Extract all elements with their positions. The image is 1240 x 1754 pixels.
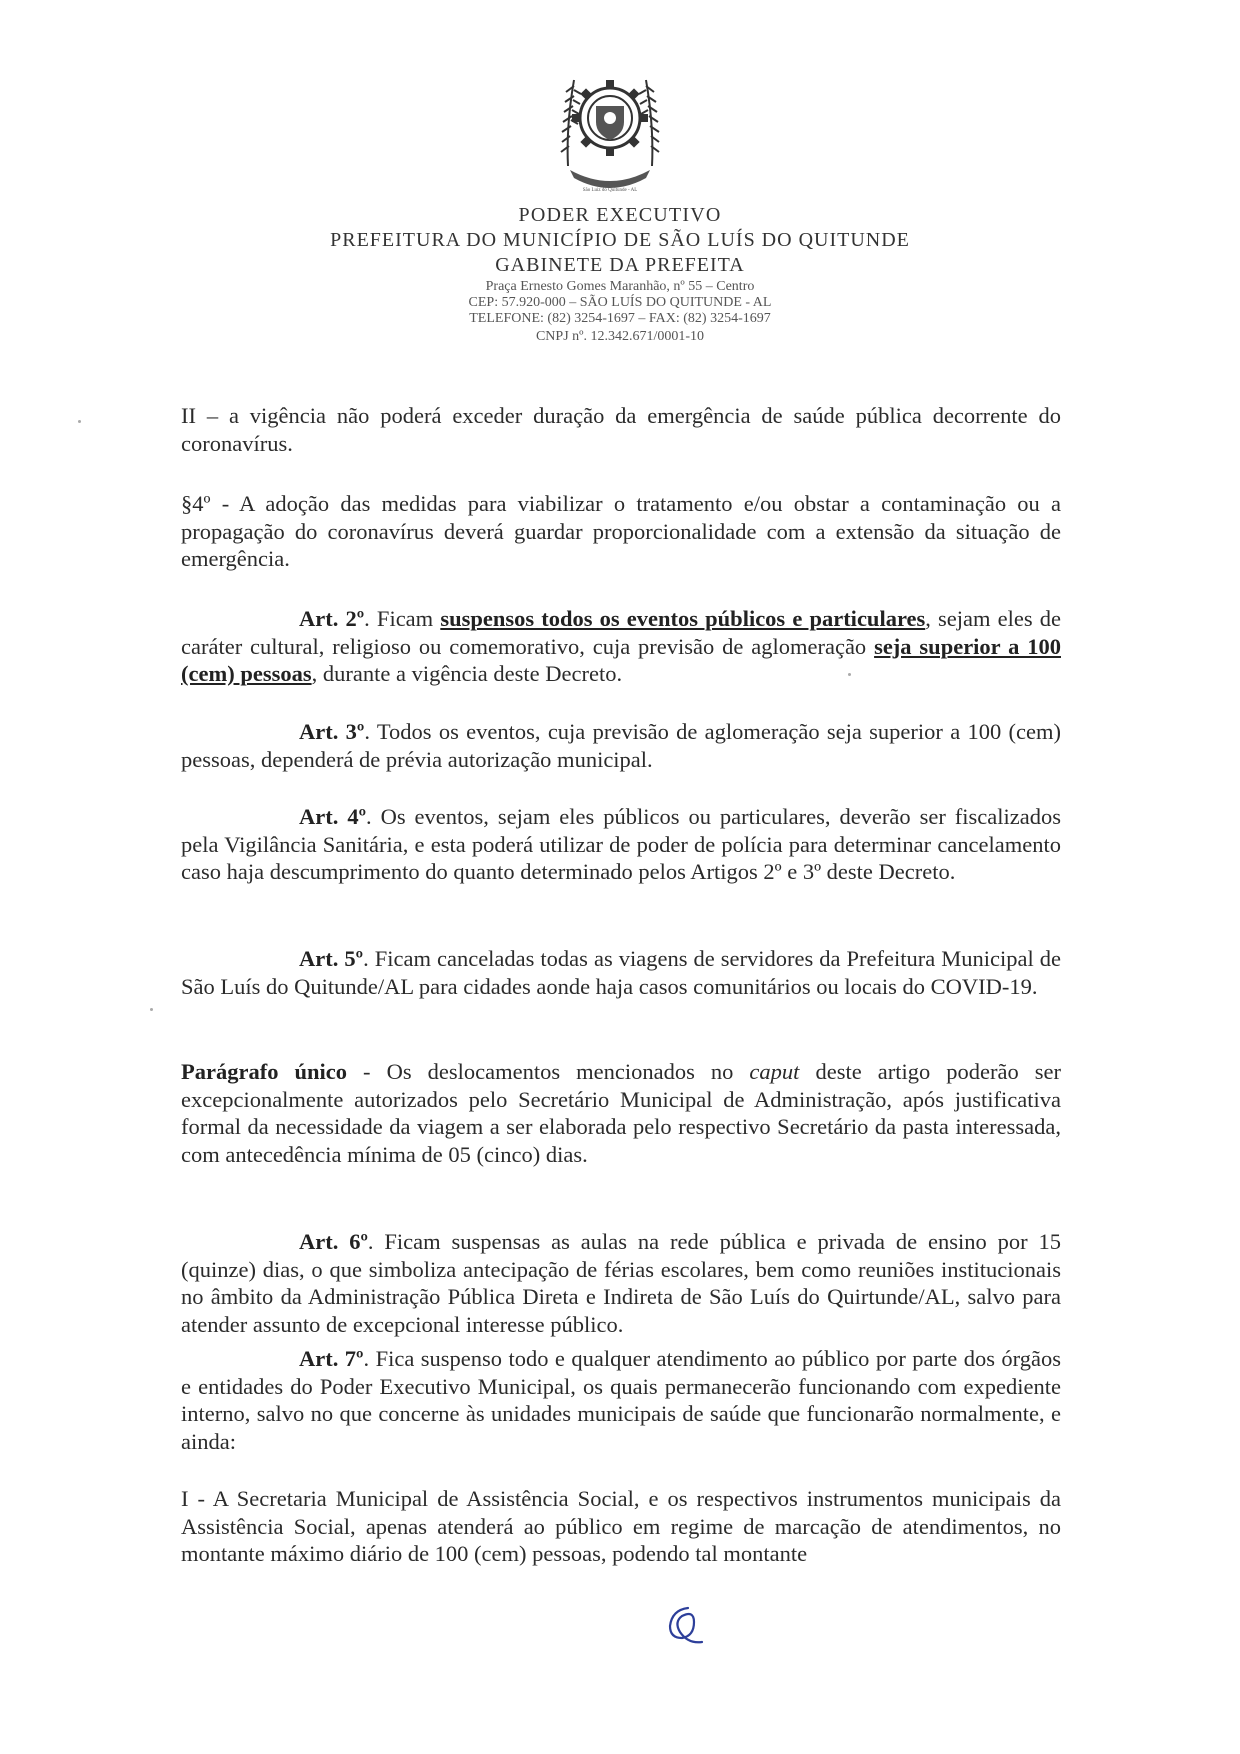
- scan-speck: [78, 420, 81, 423]
- letterhead-cabinet: GABINETE DA PREFEITA: [495, 254, 745, 276]
- letterhead-municipality: PREFEITURA DO MUNICÍPIO DE SÃO LUÍS DO QUITUNDE: [330, 229, 910, 251]
- paragraph-inciso-i: I - A Secretaria Municipal de Assistência Social, e os respectivos instrumentos municipais da Assistência Social, apenas atenderá ao público em regime de marcação de atendimentos, no montante máximo diário de 100 (cem) pessoas, podendo tal montante: [181, 1486, 1061, 1566]
- article-2-underline-1: suspensos todos os eventos públicos e particulares: [440, 606, 926, 631]
- article-6-label: Art. 6º: [299, 1229, 368, 1254]
- article-2-text-1: . Ficam: [364, 606, 441, 631]
- article-4-label: Art. 4º: [299, 804, 366, 829]
- article-5-text: . Ficam canceladas todas as viagens de servidores da Prefeitura Municipal de São Luís do Quitunde/AL para cidades aonde haja casos comunitários ou locais do COVID-19.: [181, 946, 1061, 999]
- article-4-text: . Os eventos, sejam eles públicos ou particulares, deverão ser fiscalizados pela Vigilância Sanitária, e esta poderá utilizar de poder de polícia para determinar cancelamento caso haja descumprimento do quanto determinado pelos Artigos 2º e 3º deste Decreto.: [181, 804, 1062, 884]
- sole-paragraph: [181, 1058, 1061, 1168]
- article-5: [181, 945, 1061, 1000]
- sole-paragraph-text-2: deste artigo poderão ser excepcionalmente autorizados pelo Secretário Municipal de Administração, após justificativa formal da necessidade da viagem a ser elaborada pelo respectivo Secretário da pasta interessada, com antecedência mínima de 05 (cinco) dias.: [181, 1059, 1061, 1167]
- sole-paragraph-label: Parágrafo único: [181, 1059, 348, 1084]
- handwritten-initial-icon: [658, 1598, 710, 1650]
- scan-speck: [848, 673, 851, 676]
- sole-paragraph-italic: caput: [749, 1059, 800, 1084]
- article-5-label: Art. 5º: [299, 946, 364, 971]
- letterhead-address: Praça Ernesto Gomes Maranhão, nº 55 – Centro: [485, 279, 755, 294]
- letterhead-cnpj: CNPJ nº. 12.342.671/0001-10: [535, 329, 705, 344]
- article-3: [181, 718, 1061, 773]
- article-2-label: Art. 2º: [299, 606, 365, 631]
- article-2-text-2: , sejam eles de caráter cultural, religioso ou comemorativo, cuja previsão de aglomeração: [181, 606, 1061, 659]
- letterhead-department: PODER EXECUTIVO: [518, 204, 722, 226]
- article-7-label: Art. 7º: [299, 1346, 364, 1371]
- article-3-text: . Todos os eventos, cuja previsão de aglomeração seja superior a 100 (cem) pessoas, dependerá de prévia autorização municipal.: [181, 719, 1062, 772]
- article-6-text: . Ficam suspensas as aulas na rede pública e privada de ensino por 15 (quinze) dias, o que simboliza antecipação de férias escolares, bem como reuniões institucionais no âmbito da Administração Pública Direta e Indireta de São Luís do Quirtunde/AL, salvo para atender assunto de excepcional interesse público.: [181, 1229, 1061, 1337]
- scan-speck: [150, 1008, 153, 1011]
- letterhead-phone: TELEFONE: (82) 3254-1697 – FAX: (82) 3254-1697: [469, 311, 771, 326]
- sole-paragraph-text-1: - Os deslocamentos mencionados no: [347, 1059, 750, 1084]
- article-3-label: Art. 3º: [299, 719, 365, 744]
- article-7: [181, 1345, 1061, 1455]
- article-7-text: . Fica suspenso todo e qualquer atendimento ao público por parte dos órgãos e entidades do Poder Executivo Municipal, os quais permanecerão funcionando com expediente interno, salvo no que concerne às unidades municipais de saúde que funcionarão normalmente, e ainda:: [181, 1346, 1061, 1454]
- letterhead-cep: CEP: 57.920-000 – SÃO LUÍS DO QUITUNDE - AL: [468, 295, 772, 310]
- article-2-text-3: , durante a vigência deste Decreto.: [311, 661, 623, 686]
- crest-caption: São Luiz do Quitunde - AL: [582, 188, 638, 193]
- paragraph-inciso-ii: II – a vigência não poderá exceder duração da emergência de saúde pública decorrente do coronavírus.: [181, 403, 1061, 456]
- article-2-underline-2: seja superior a 100 (cem) pessoas: [181, 633, 1061, 686]
- article-6: [181, 1228, 1061, 1338]
- article-4: [181, 803, 1061, 886]
- paragraph-section-4: §4º - A adoção das medidas para viabilizar o tratamento e/ou obstar a contaminação ou a propagação do coronavírus deverá guardar proporcionalidade com a extensão da situação de emergência.: [181, 491, 1061, 571]
- article-2: [181, 605, 1061, 688]
- municipal-crest-icon: [548, 66, 672, 194]
